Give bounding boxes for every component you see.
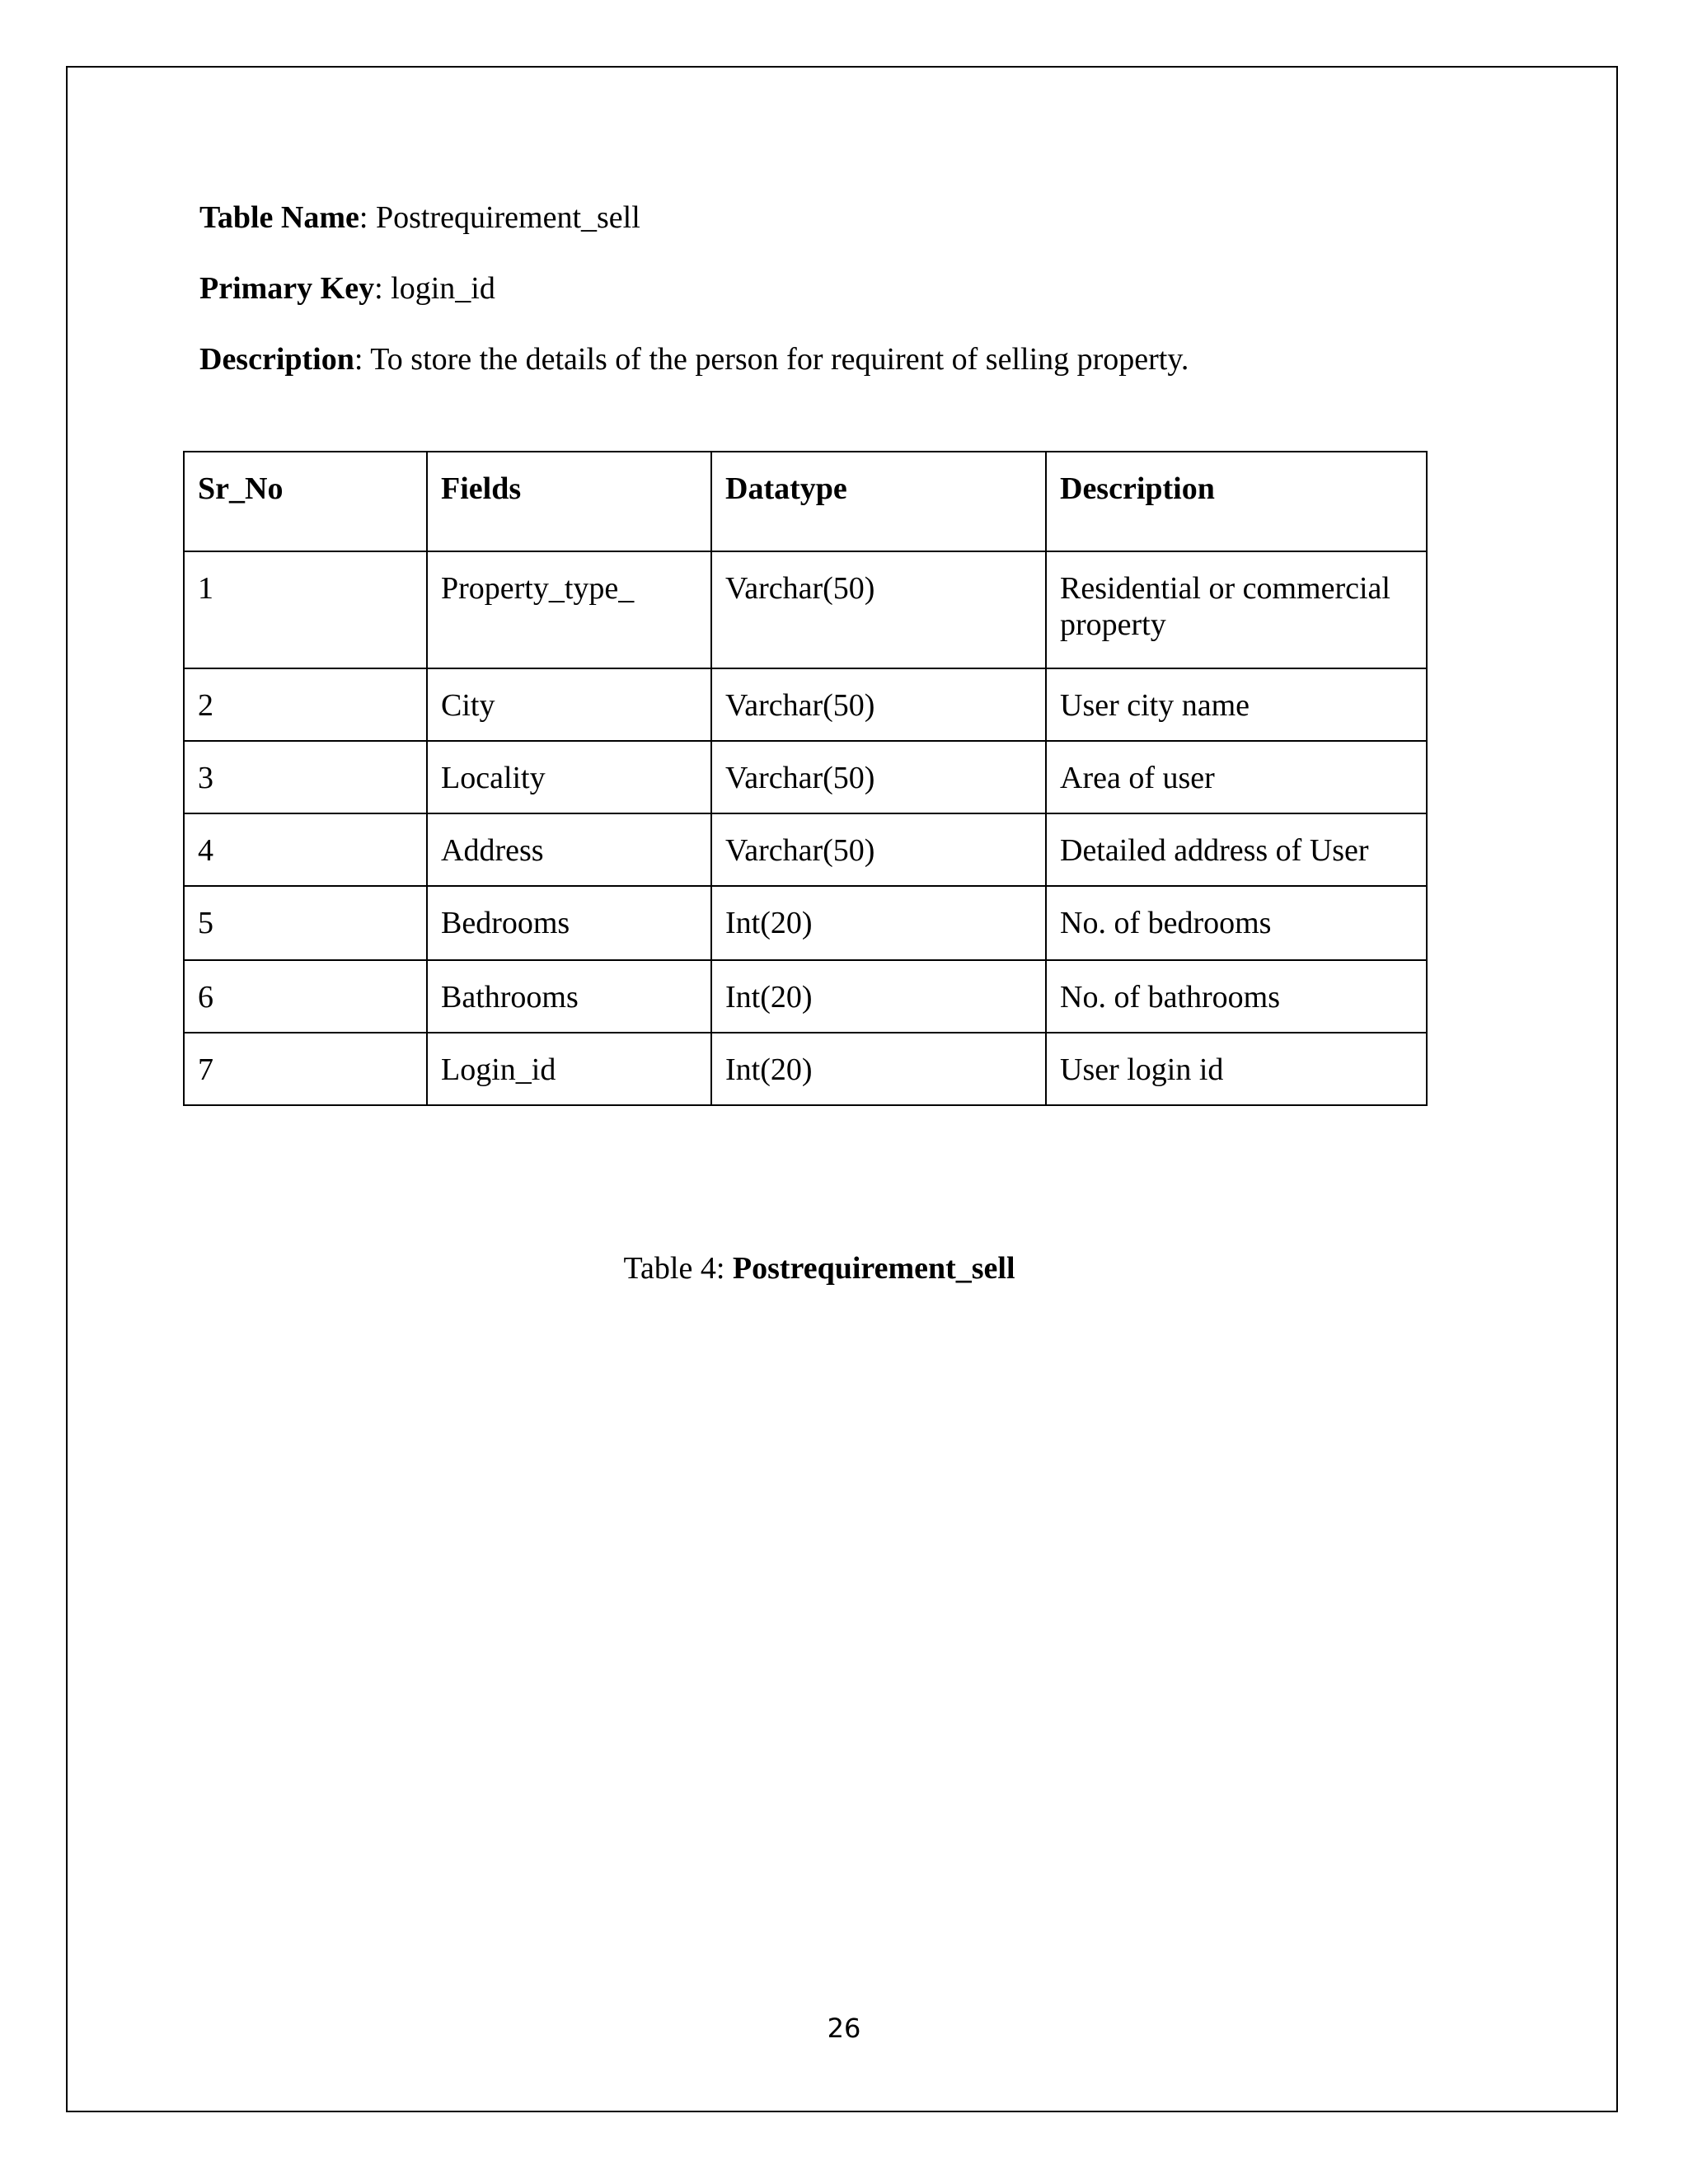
cell-field: Bathrooms xyxy=(427,960,711,1033)
cell-sr-no: 4 xyxy=(184,813,427,886)
table-row xyxy=(184,1033,1427,1105)
cell-datatype: Varchar(50) xyxy=(711,741,1046,813)
header-sr-no: Sr_No xyxy=(184,452,427,551)
cell-description: Residential or commercial property xyxy=(1046,551,1427,668)
cell-description: No. of bedrooms xyxy=(1046,886,1427,960)
cell-field: Login_id xyxy=(427,1033,711,1105)
cell-description: User login id xyxy=(1046,1033,1427,1105)
header-datatype: Datatype xyxy=(711,452,1046,551)
cell-field: City xyxy=(427,668,711,741)
cell-description: User city name xyxy=(1046,668,1427,741)
caption-title: Postrequirement_sell xyxy=(732,1251,1015,1286)
cell-sr-no: 5 xyxy=(184,886,427,960)
table-name-value: : Postrequirement_sell xyxy=(359,200,640,235)
cell-sr-no: 1 xyxy=(184,551,427,668)
cell-datatype: Int(20) xyxy=(711,886,1046,960)
table-row xyxy=(184,551,1427,668)
cell-sr-no: 6 xyxy=(184,960,427,1033)
cell-field: Bedrooms xyxy=(427,886,711,960)
cell-datatype: Int(20) xyxy=(711,960,1046,1033)
table-row xyxy=(184,813,1427,886)
cell-description: No. of bathrooms xyxy=(1046,960,1427,1033)
page-number: 26 xyxy=(827,2013,861,2044)
cell-field: Address xyxy=(427,813,711,886)
cell-datatype: Varchar(50) xyxy=(711,668,1046,741)
cell-description: Area of user xyxy=(1046,741,1427,813)
cell-sr-no: 7 xyxy=(184,1033,427,1105)
cell-sr-no: 3 xyxy=(184,741,427,813)
cell-field: Property_type_ xyxy=(427,551,711,668)
cell-datatype: Varchar(50) xyxy=(711,551,1046,668)
cell-datatype: Int(20) xyxy=(711,1033,1046,1105)
primary-key-line xyxy=(199,270,495,307)
table-row xyxy=(184,886,1427,960)
table-row xyxy=(184,741,1427,813)
description-line xyxy=(199,341,1189,377)
header-description: Description xyxy=(1046,452,1427,551)
header-fields: Fields xyxy=(427,452,711,551)
table-name-label: Table Name xyxy=(199,200,359,235)
table-caption xyxy=(0,1250,1688,1286)
primary-key-label: Primary Key xyxy=(199,271,375,306)
cell-sr-no: 2 xyxy=(184,668,427,741)
primary-key-value: : login_id xyxy=(374,271,495,306)
caption-prefix: Table 4: xyxy=(623,1251,733,1286)
description-label: Description xyxy=(199,342,354,377)
table-name-line xyxy=(199,199,640,236)
schema-table xyxy=(183,451,1428,1106)
table-row xyxy=(184,960,1427,1033)
cell-field: Locality xyxy=(427,741,711,813)
description-value: : To store the details of the person for requirent of selling property. xyxy=(354,342,1189,377)
table-row xyxy=(184,668,1427,741)
cell-datatype: Varchar(50) xyxy=(711,813,1046,886)
cell-description: Detailed address of User xyxy=(1046,813,1427,886)
table-header-row xyxy=(184,452,1427,551)
